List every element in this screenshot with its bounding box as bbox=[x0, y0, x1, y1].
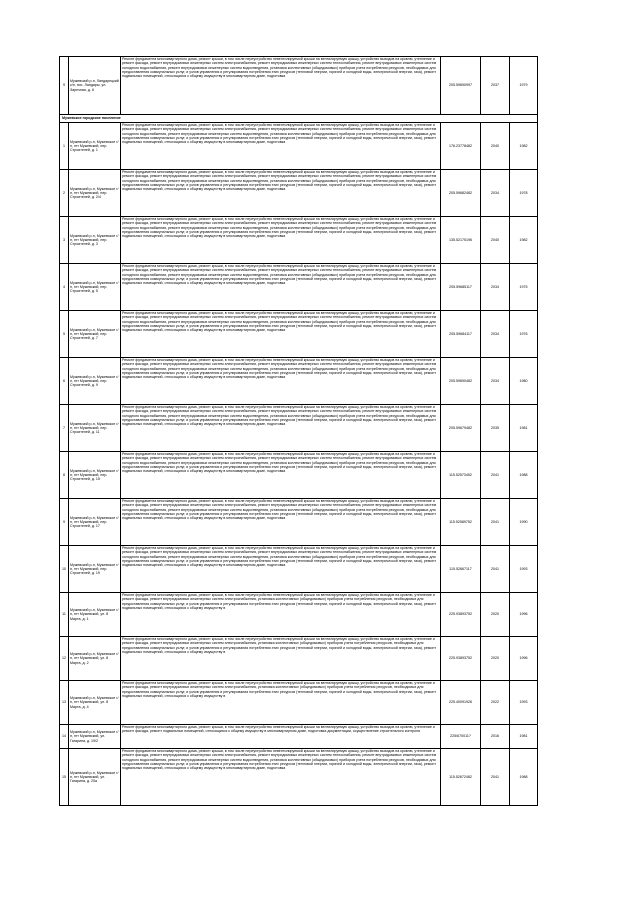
row-number: 1 bbox=[60, 123, 69, 170]
table-row bbox=[60, 57, 538, 115]
repair-year-cell: 2034 bbox=[481, 311, 510, 358]
work-description-cell: Ремонт фундамента многоквартирного дома, ремонт крыши, в том числе переустройство невентилируемой крыши на вентилируемую крышу, устройство выходов на кровлю, утепление и ремонт фасада, ремонт внутридомовых инженерных систем электроснабжения, ремонт внутридомовых инженерных систем теплоснабжения, ремонт внутридомовых инженерных систем холодного водоснабжения, ремонт внутридомовых инженерных систем водоотведения, установка коллективных (общедомовых) приборов учета потребления ресурсов, необходимых для предоставления коммунальных услуг, и узлов управления и регулирования потребления этих ресурсов (тепловой энергии, горячей и холодной воды, электрической энергии, газа), ремонт подвальных помещений, относящихся к общему имуществу в многоквартирном доме, подготовка bbox=[121, 452, 441, 499]
table-row bbox=[60, 358, 538, 405]
repair-year-cell: 2037 bbox=[481, 57, 510, 115]
address-cell: Мужевский р-н, Мужевское г/п, пгт Мужевский, пер. Строителей, д. 19 bbox=[69, 546, 121, 593]
work-description-cell: Ремонт фундамента многоквартирного дома, ремонт крыши, в том числе переустройство невентилируемой крыши на вентилируемую крышу, устройство выходов на кровлю, утепление и ремонт фасада, ремонт внутридомовых инженерных систем электроснабжения, ремонт внутридомовых инженерных систем теплоснабжения, ремонт внутридомовых инженерных систем холодного водоснабжения, ремонт внутридомовых инженерных систем водоотведения, установка коллективных (общедомовых) приборов учета потребления ресурсов, необходимых для предоставления коммунальных услуг, и узлов управления и регулирования потребления этих ресурсов (тепловой энергии, горячей и холодной воды, электрической энергии, газа), ремонт подвальных помещений, относящихся к общему имуществу в многоквартирном доме, подготовка bbox=[121, 217, 441, 264]
row-number: 5 bbox=[60, 311, 69, 358]
built-year-cell: 1988 bbox=[510, 749, 538, 806]
row-number: 8 bbox=[60, 452, 69, 499]
built-year-cell: 1988 bbox=[510, 452, 538, 499]
built-year-cell: 1990 bbox=[510, 499, 538, 546]
address-cell: Мужевский р-н, Мужевское г/п, пгт Мужевский, ул. Гагарина, д. 19/2 bbox=[69, 725, 121, 749]
area-cell: 205.59690482 bbox=[441, 358, 481, 405]
table-row bbox=[60, 311, 538, 358]
built-year-cell: 1993 bbox=[510, 546, 538, 593]
repair-year-cell: 2016 bbox=[481, 725, 510, 749]
built-year-cell: 1981 bbox=[510, 725, 538, 749]
repair-year-cell: 2041 bbox=[481, 546, 510, 593]
area-cell: 225.93893752 bbox=[441, 637, 481, 681]
area-cell: 225/670011? bbox=[441, 725, 481, 749]
work-description-cell: Ремонт фундамента многоквартирного дома, ремонт крыши, в том числе переустройство невентилируемой крыши на вентилируемую крышу, устройство выходов на кровлю, утепление и ремонт фасада, ремонт внутридомовых инженерных систем электроснабжения, ремонт внутридомовых инженерных систем теплоснабжения, ремонт внутридомовых инженерных систем холодного водоснабжения, ремонт внутридомовых инженерных систем водоотведения, установка коллективных (общедомовых) приборов учета потребления ресурсов, необходимых для предоставления коммунальных услуг, и узлов управления и регулирования потребления этих ресурсов (тепловой энергии, горячей и холодной воды, электрической энергии, газа), ремонт подвальных помещений, относящихся к общему имуществу в многоквартирном доме, подготовка bbox=[121, 749, 441, 806]
work-description-cell: Ремонт фундамента многоквартирного дома, ремонт крыши, в том числе переустройство невентилируемой крыши на вентилируемую крышу, устройство выходов на кровлю, утепление и ремонт фасада, ремонт внутридомовых инженерных систем электроснабжения, установка коллективных (общедомовых) приборов учета потребления ресурсов, необходимых для предоставления коммунальных услуг, и узлов управления и регулирования потребления этих ресурсов (тепловой энергии, горячей и холодной воды, электрической энергии, газа), ремонт подвальных помещений, относящихся к общему имуществу в bbox=[121, 593, 441, 637]
work-description-cell: Ремонт фундамента многоквартирного дома, ремонт крыши, в том числе переустройство невентилируемой крыши на вентилируемую крышу, устройство выходов на кровлю, утепление и ремонт фасада, ремонт внутридомовых инженерных систем электроснабжения, ремонт внутридомовых инженерных систем теплоснабжения, ремонт внутридомовых инженерных систем холодного водоснабжения, ремонт внутридомовых инженерных систем водоотведения, установка коллективных (общедомовых) приборов учета потребления ресурсов, необходимых для предоставления коммунальных услуг, и узлов управления и регулирования потребления этих ресурсов (тепловой энергии, горячей и холодной воды, электрической энергии, газа), ремонт подвальных помещений, относящихся к общему имуществу в многоквартирном доме, подготовка bbox=[121, 499, 441, 546]
row-number: 2 bbox=[60, 170, 69, 217]
work-description-cell: Ремонт фундамента многоквартирного дома, ремонт крыши, в том числе переустройство невентилируемой крыши на вентилируемую крышу, устройство выходов на кровлю, утепление и ремонт фасада, ремонт внутридомовых инженерных систем электроснабжения, установка коллективных (общедомовых) приборов учета потребления ресурсов, необходимых для предоставления коммунальных услуг, и узлов управления и регулирования потребления этих ресурсов (тепловой энергии, горячей и холодной воды, электрической энергии, газа), ремонт подвальных помещений, относящихся к общему имуществу в bbox=[121, 681, 441, 725]
table-row bbox=[60, 405, 538, 452]
table-row bbox=[60, 264, 538, 311]
repair-year-cell: 2034 bbox=[481, 358, 510, 405]
row-number: 3 bbox=[60, 217, 69, 264]
table-row bbox=[60, 681, 538, 725]
built-year-cell: 1993 bbox=[510, 681, 538, 725]
row-number: 12 bbox=[60, 637, 69, 681]
address-cell: Мужевский р-н, Мужевское г/п, пгт Мужевский, пер. Строителей, д. 15 bbox=[69, 452, 121, 499]
built-year-cell: 1978 bbox=[510, 170, 538, 217]
built-year-cell: 1996 bbox=[510, 593, 538, 637]
built-year-cell: 1981 bbox=[510, 405, 538, 452]
built-year-cell: 1982 bbox=[510, 123, 538, 170]
work-description-cell: Ремонт фундамента многоквартирного дома, ремонт крыши, в том числе переустройство невентилируемой крыши на вентилируемую крышу, устройство выходов на кровлю, утепление и ремонт фасада, ремонт внутридомовых инженерных систем электроснабжения, ремонт внутридомовых инженерных систем теплоснабжения, ремонт внутридомовых инженерных систем холодного водоснабжения, ремонт внутридомовых инженерных систем водоотведения, установка коллективных (общедомовых) приборов учета потребления ресурсов, необходимых для предоставления коммунальных услуг, и узлов управления и регулирования потребления этих ресурсов (тепловой энергии, горячей и холодной воды, электрической энергии, газа), ремонт подвальных помещений, относящихся к общему имуществу в многоквартирном доме, подготовка bbox=[121, 358, 441, 405]
address-cell: Мужевский р-н, Мужевское г/п, пгт Мужевский, пер. Строителей, д. 9 bbox=[69, 358, 121, 405]
area-cell: 205.59685117 bbox=[441, 264, 481, 311]
work-description-cell: Ремонт фундамента многоквартирного дома, ремонт крыши, в том числе переустройство невентилируемой крыши на вентилируемую крышу, устройство выходов на кровлю, утепление и ремонт фасада, ремонт внутридомовых инженерных систем электроснабжения, ремонт внутридомовых инженерных систем теплоснабжения, ремонт внутридомовых инженерных систем холодного водоснабжения, ремонт внутридомовых инженерных систем водоотведения, установка коллективных (общедомовых) приборов учета потребления ресурсов, необходимых для предоставления коммунальных услуг, и узлов управления и регулирования потребления этих ресурсов (тепловой энергии, горячей и холодной воды, электрической энергии, газа), ремонт подвальных помещений, относящихся к общему имуществу в многоквартирном доме, подготовка bbox=[121, 405, 441, 452]
work-description-cell: Ремонт фундамента многоквартирного дома, ремонт крыши, в том числе переустройство невентилируемой крыши на вентилируемую крышу, устройство выходов на кровлю, утепление и ремонт фасада, ремонт внутридомовых инженерных систем электроснабжения, ремонт внутридомовых инженерных систем теплоснабжения, ремонт внутридомовых инженерных систем холодного водоснабжения, ремонт внутридомовых инженерных систем водоотведения, установка коллективных (общедомовых) приборов учета потребления ресурсов, необходимых для предоставления коммунальных услуг, и узлов управления и регулирования потребления этих ресурсов (тепловой энергии, горячей и холодной воды, электрической энергии, газа), ремонт подвальных помещений, относящихся к общему имуществу в многоквартирном доме, подготовка bbox=[121, 546, 441, 593]
area-cell: 225.93893752 bbox=[441, 593, 481, 637]
address-cell: Мужевский р-н, Ландарецкий с/п, пос. Ландары, ул. Заречная, д. 6 bbox=[69, 57, 121, 115]
area-cell: 135.52175196 bbox=[441, 217, 481, 264]
address-cell: Мужевский р-н, Мужевское г/п, пгт Мужевский, пер. Строителей, д. 11 bbox=[69, 405, 121, 452]
area-cell: 205.59679482 bbox=[441, 405, 481, 452]
repair-year-cell: 2041 bbox=[481, 499, 510, 546]
address-cell: Мужевский р-н, Мужевское г/п, пгт Мужевский, пер. Строителей, д. 5 bbox=[69, 264, 121, 311]
work-description-cell: Ремонт фундамента многоквартирного дома, ремонт крыши, в том числе переустройство невентилируемой крыши на вентилируемую крышу, устройство выходов на кровлю, утепление и ремонт фасада, ремонт внутридомовых инженерных систем электроснабжения, установка коллективных (общедомовых) приборов учета потребления ресурсов, необходимых для предоставления коммунальных услуг, и узлов управления и регулирования потребления этих ресурсов (тепловой энергии, горячей и холодной воды, электрической энергии, газа), ремонт подвальных помещений, относящихся к общему имуществу в bbox=[121, 637, 441, 681]
address-cell: Мужевский р-н, Мужевское г/п, пгт Мужевский, пер. Строителей, д. 2/4 bbox=[69, 170, 121, 217]
built-year-cell: 1982 bbox=[510, 217, 538, 264]
repair-year-cell: 2020 bbox=[481, 593, 510, 637]
built-year-cell: 1980 bbox=[510, 358, 538, 405]
area-cell: 115.52667117 bbox=[441, 546, 481, 593]
work-description-cell: Ремонт фундамента многоквартирного дома, ремонт крыши, в том числе переустройство невентилируемой крыши на вентилируемую крышу, устройство выходов на кровлю, утепление и ремонт фасада, ремонт внутридомовых инженерных систем электроснабжения, ремонт внутридомовых инженерных систем теплоснабжения, ремонт внутридомовых инженерных систем холодного водоснабжения, ремонт внутридомовых инженерных систем водоотведения, установка коллективных (общедомовых) приборов учета потребления ресурсов, необходимых для предоставления коммунальных услуг, и узлов управления и регулирования потребления этих ресурсов (тепловой энергии, горячей и холодной воды, электрической энергии, газа), ремонт подвальных помещений, относящихся к общему имуществу в многоквартирном доме, подготовка bbox=[121, 264, 441, 311]
repair-year-cell: 2040 bbox=[481, 123, 510, 170]
row-number: 9 bbox=[60, 499, 69, 546]
address-cell: Мужевский р-н, Мужевское г/п, пгт Мужевский, пер. Строителей, д. 3 bbox=[69, 217, 121, 264]
row-number: 11 bbox=[60, 593, 69, 637]
repair-year-cell: 2041 bbox=[481, 749, 510, 806]
built-year-cell: 1996 bbox=[510, 637, 538, 681]
address-cell: Мужевский р-н, Мужевское г/п, пгт Мужевский, ул. 8 Марта, д. 1 bbox=[69, 593, 121, 637]
area-cell: 205.59684117 bbox=[441, 311, 481, 358]
address-cell: Мужевский р-н, Мужевское г/п, пгт Мужевский, ул. 8 Марта, д. 2 bbox=[69, 637, 121, 681]
area-cell: 225.40091926 bbox=[441, 681, 481, 725]
area-cell: 115.52573452 bbox=[441, 452, 481, 499]
section-title: Мужевское городское поселение bbox=[60, 115, 538, 123]
repair-year-cell: 2041 bbox=[481, 452, 510, 499]
area-cell: 205.59690997 bbox=[441, 57, 481, 115]
built-year-cell: 1976 bbox=[510, 311, 538, 358]
row-number: 10 bbox=[60, 546, 69, 593]
address-cell: Мужевский р-н, Мужевское г/п, пгт Мужевский, ул. Гагарина, д. 20а bbox=[69, 749, 121, 806]
repair-year-cell: 2020 bbox=[481, 637, 510, 681]
address-cell: Мужевский р-н, Мужевское г/п, пгт Мужевский, пер. Строителей, д. 17 bbox=[69, 499, 121, 546]
area-cell: 115.52672482 bbox=[441, 749, 481, 806]
area-cell: 176.23778482 bbox=[441, 123, 481, 170]
address-cell: Мужевский р-н, Мужевское г/п, пгт Мужевский, пер. Строителей, д. 7 bbox=[69, 311, 121, 358]
area-cell: 205.59682482 bbox=[441, 170, 481, 217]
table-row bbox=[60, 170, 538, 217]
repair-year-cell: 2035 bbox=[481, 405, 510, 452]
work-description-cell: Ремонт фундамента многоквартирного дома, ремонт крыши, в том числе переустройство невентилируемой крыши на вентилируемую крышу, устройство выходов на кровлю, утепление и ремонт фасада, ремонт внутридомовых инженерных систем электроснабжения, ремонт внутридомовых инженерных систем теплоснабжения, ремонт внутридомовых инженерных систем холодного водоснабжения, ремонт внутридомовых инженерных систем водоотведения, установка коллективных (общедомовых) приборов учета потребления ресурсов, необходимых для предоставления коммунальных услуг, и узлов управления и регулирования потребления этих ресурсов (тепловой энергии, горячей и холодной воды, электрической энергии, газа), ремонт подвальных помещений, относящихся к общему имуществу в многоквартирном доме, подготовка bbox=[121, 57, 441, 115]
work-description-cell: Ремонт фундамента многоквартирного дома, ремонт крыши, в том числе переустройство невентилируемой крыши на вентилируемую крышу, устройство выходов на кровлю, утепление и ремонт фасада, ремонт внутридомовых инженерных систем электроснабжения, ремонт внутридомовых инженерных систем теплоснабжения, ремонт внутридомовых инженерных систем холодного водоснабжения, ремонт внутридомовых инженерных систем водоотведения, установка коллективных (общедомовых) приборов учета потребления ресурсов, необходимых для предоставления коммунальных услуг, и узлов управления и регулирования потребления этих ресурсов (тепловой энергии, горячей и холодной воды, электрической энергии, газа), ремонт подвальных помещений, относящихся к общему имуществу в многоквартирном доме, подготовка bbox=[121, 311, 441, 358]
table-row bbox=[60, 725, 538, 749]
built-year-cell: 1979 bbox=[510, 57, 538, 115]
work-description-cell: Ремонт фундамента многоквартирного дома, ремонт крыши, в том числе переустройство невентилируемой крыши на вентилируемую крышу, устройство выходов на кровлю, утепление и ремонт фасада, ремонт внутридомовых инженерных систем электроснабжения, ремонт внутридомовых инженерных систем теплоснабжения, ремонт внутридомовых инженерных систем холодного водоснабжения, ремонт внутридомовых инженерных систем водоотведения, установка коллективных (общедомовых) приборов учета потребления ресурсов, необходимых для предоставления коммунальных услуг, и узлов управления и регулирования потребления этих ресурсов (тепловой энергии, горячей и холодной воды, электрической энергии, газа), ремонт подвальных помещений, относящихся к общему имуществу в многоквартирном доме, подготовка bbox=[121, 170, 441, 217]
section-header-row bbox=[60, 115, 538, 123]
row-number: 6 bbox=[60, 358, 69, 405]
area-cell: 115.52589752 bbox=[441, 499, 481, 546]
repair-year-cell: 2034 bbox=[481, 170, 510, 217]
row-number: 4 bbox=[60, 264, 69, 311]
repair-year-cell: 2040 bbox=[481, 217, 510, 264]
table-row bbox=[60, 452, 538, 499]
repair-year-cell: 2022 bbox=[481, 681, 510, 725]
address-cell: Мужевский р-н, Мужевское г/п, пгт Мужевский, ул. 8 Марта, д. 4 bbox=[69, 681, 121, 725]
row-number: 7 bbox=[60, 405, 69, 452]
table-row bbox=[60, 546, 538, 593]
work-description-cell: Ремонт фундамента многоквартирного дома, ремонт крыши, в том числе переустройство невентилируемой крыши на вентилируемую крышу, устройство выходов на кровлю, утепление и ремонт фасада, ремонт внутридомовых инженерных систем электроснабжения, ремонт внутридомовых инженерных систем теплоснабжения, ремонт внутридомовых инженерных систем холодного водоснабжения, ремонт внутридомовых инженерных систем водоотведения, установка коллективных (общедомовых) приборов учета потребления ресурсов, необходимых для предоставления коммунальных услуг, и узлов управления и регулирования потребления этих ресурсов (тепловой энергии, горячей и холодной воды, электрической энергии, газа), ремонт подвальных помещений, относящихся к общему имуществу в многоквартирном доме, подготовка bbox=[121, 123, 441, 170]
row-number: 15 bbox=[60, 749, 69, 806]
row-number: 13 bbox=[60, 681, 69, 725]
work-description-cell: Ремонт фундамента многоквартирного дома, ремонт крыши, в том числе переустройство невентилируемой крыши на вентилируемую крышу, устройство выходов на кровлю, утепление и ремонт фасада, ремонт подвальных помещений, относящихся к общему имуществу в многоквартирном доме, подготовка документации, осуществление строительного контроля bbox=[121, 725, 441, 749]
table-row bbox=[60, 123, 538, 170]
row-number: 14 bbox=[60, 725, 69, 749]
table-row bbox=[60, 593, 538, 637]
repair-year-cell: 2034 bbox=[481, 264, 510, 311]
address-cell: Мужевский р-н, Мужевское г/п, пгт Мужевский, пер. Строителей, д. 1 bbox=[69, 123, 121, 170]
table-row bbox=[60, 637, 538, 681]
capital-repair-table bbox=[59, 56, 538, 806]
table-row bbox=[60, 749, 538, 806]
table-row bbox=[60, 499, 538, 546]
built-year-cell: 1975 bbox=[510, 264, 538, 311]
table-row bbox=[60, 217, 538, 264]
row-number: 9 bbox=[60, 57, 69, 115]
